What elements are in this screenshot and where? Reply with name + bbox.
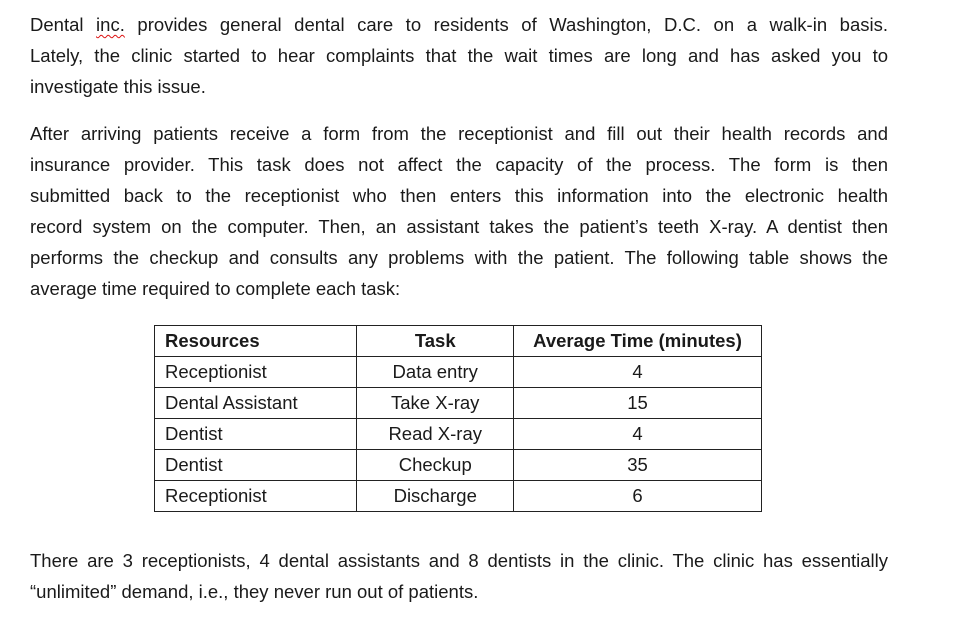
table-row [155,450,762,481]
spellcheck-word: inc. [96,14,125,35]
process-line: record system on the computer. Then, an assistant takes the patient’s teeth X-ray. A dentist then [30,216,888,237]
intro-line-3: investigate this issue. [30,76,206,97]
table-row [155,481,762,512]
process-paragraph [30,118,888,304]
header-resources: Resources [155,326,357,357]
cell-resource: Receptionist [155,481,357,512]
intro-line-1 [30,9,888,40]
cell-time: 4 [514,419,762,450]
cell-task: Take X-ray [357,388,514,419]
cell-time: 15 [514,388,762,419]
table-row [155,419,762,450]
table-row [155,357,762,388]
closing-line: There are 3 receptionists, 4 dental assistants and 8 dentists in the clinic. The clinic has essentially [30,550,888,571]
process-line: average time required to complete each task: [30,278,401,299]
cell-resource: Dental Assistant [155,388,357,419]
cell-time: 6 [514,481,762,512]
cell-task: Checkup [357,450,514,481]
table-row [155,388,762,419]
cell-time: 4 [514,357,762,388]
table-header-row [155,326,762,357]
cell-task: Read X-ray [357,419,514,450]
intro-paragraph [30,9,888,102]
header-task: Task [357,326,514,357]
cell-task: Data entry [357,357,514,388]
process-line: After arriving patients receive a form from the receptionist and fill out their health records and [30,123,888,144]
cell-resource: Dentist [155,419,357,450]
cell-time: 35 [514,450,762,481]
process-line: submitted back to the receptionist who then enters this information into the electronic health [30,185,888,206]
process-line: insurance provider. This task does not affect the capacity of the process. The form is then [30,154,888,175]
intro-text: provides general dental care to residents of Washington, D.C. on a walk-in basis. [124,14,889,35]
closing-paragraph [30,545,888,607]
intro-line-2: Lately, the clinic started to hear complaints that the wait times are long and has asked you to [30,45,888,66]
cell-resource: Receptionist [155,357,357,388]
task-time-table [154,325,762,512]
cell-task: Discharge [357,481,514,512]
process-line: performs the checkup and consults any problems with the patient. The following table shows the [30,247,888,268]
cell-resource: Dentist [155,450,357,481]
closing-line: “unlimited” demand, i.e., they never run out of patients. [30,581,479,602]
header-average-time: Average Time (minutes) [514,326,762,357]
intro-text: Dental [30,14,97,35]
